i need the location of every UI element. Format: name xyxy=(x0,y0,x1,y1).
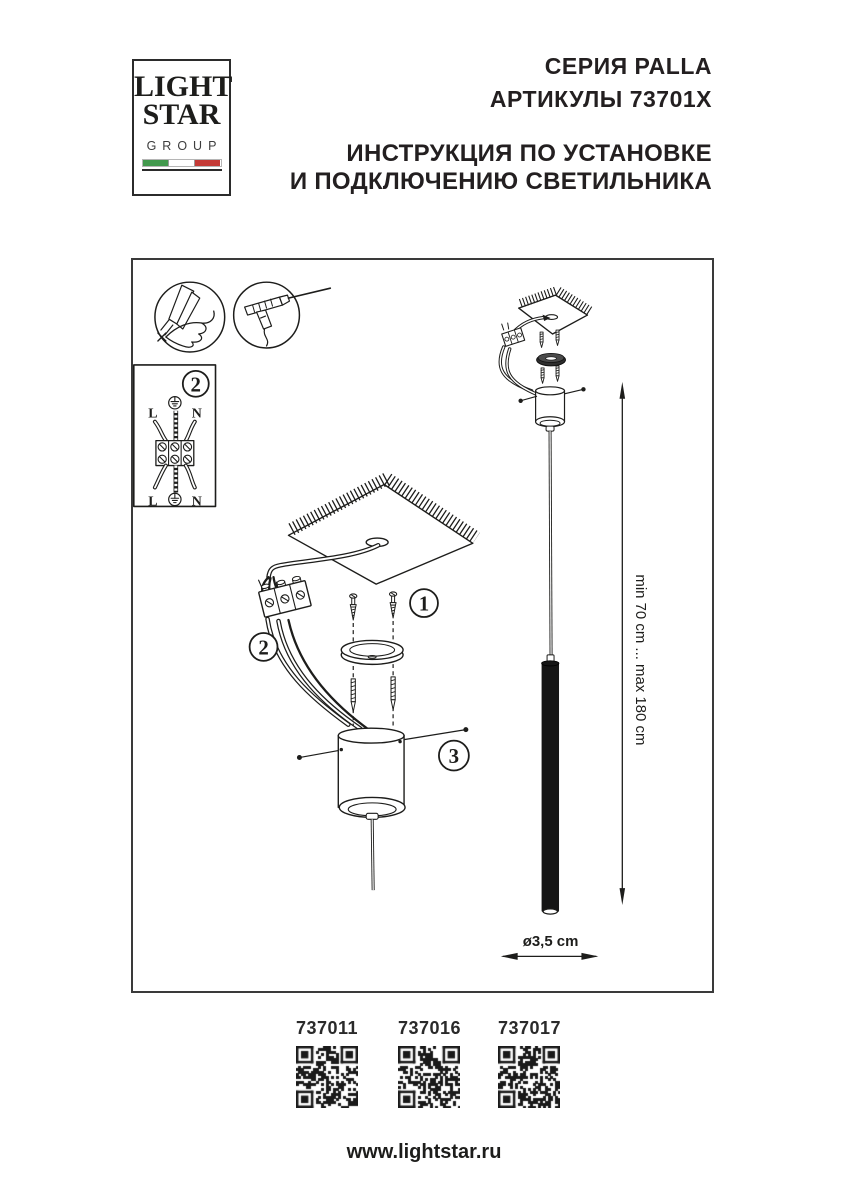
wiring-diagram xyxy=(134,365,216,510)
mounting-ring xyxy=(341,640,403,664)
wiring-step-number: 2 xyxy=(190,372,202,397)
wall-anchor-left xyxy=(350,594,357,620)
neutral-label-top: N xyxy=(191,406,202,422)
height-dimension xyxy=(620,382,649,905)
header xyxy=(290,50,712,196)
article-number-3: 737017 xyxy=(498,1018,562,1038)
exploded-assembly xyxy=(250,479,477,891)
lightstar-logo xyxy=(132,59,231,196)
wire-stripper-icon xyxy=(155,282,225,352)
qr-code xyxy=(296,1046,358,1108)
qr-item-3 xyxy=(498,1018,560,1108)
article-number-1: 737011 xyxy=(296,1018,359,1038)
logo-underline xyxy=(142,169,222,171)
drill-icon xyxy=(234,282,331,348)
flag-green xyxy=(143,160,168,166)
qr-item-2 xyxy=(398,1018,460,1108)
step-3-number: 3 xyxy=(448,744,460,769)
canopy xyxy=(338,728,405,890)
article-number-2: 737016 xyxy=(398,1018,462,1038)
earth-symbol-top xyxy=(169,397,181,409)
earth-symbol-bottom xyxy=(169,493,181,505)
flag-red xyxy=(195,160,220,166)
step-1-number: 1 xyxy=(418,591,430,616)
italian-flag-icon xyxy=(142,159,222,167)
wall-anchor-right xyxy=(390,592,397,618)
neutral-label-bottom: N xyxy=(191,494,202,510)
series-title: СЕРИЯ PALLA xyxy=(544,53,712,79)
tube-lens xyxy=(543,909,557,914)
assembled-view xyxy=(500,290,649,959)
qr-code xyxy=(498,1046,560,1108)
flag-white xyxy=(168,160,195,166)
screw-right xyxy=(391,677,395,710)
mounting-ring-small xyxy=(537,353,566,366)
screw-small-right xyxy=(556,330,559,345)
website-url: www.lightstar.ru xyxy=(346,1141,502,1163)
logo-word-group: GROUP xyxy=(146,139,223,153)
instruction-title-line2: И ПОДКЛЮЧЕНИЮ СВЕТИЛЬНИКА xyxy=(289,168,712,195)
instruction-title-line1: ИНСТРУКЦИЯ ПО УСТАНОВКЕ xyxy=(346,140,712,167)
diameter-label: ø3,5 cm xyxy=(522,932,579,950)
screw-left xyxy=(351,679,355,712)
step-2-number: 2 xyxy=(258,635,269,660)
live-label-bottom: L xyxy=(148,494,158,510)
wiring-terminal-block xyxy=(156,441,194,466)
diagram-frame xyxy=(131,258,714,993)
logo-word-star: STAR xyxy=(142,98,221,131)
qr-item-1 xyxy=(296,1018,358,1108)
height-range-label: min 70 cm ... max 180 cm xyxy=(631,574,649,746)
screw-small-left2 xyxy=(541,368,544,383)
diameter-dimension xyxy=(501,933,599,960)
canopy-small xyxy=(536,387,565,431)
screw-small-left xyxy=(540,332,543,347)
articles-title: АРТИКУЛЫ 73701X xyxy=(489,86,712,112)
ceiling-panel xyxy=(288,484,472,584)
logo-word-light: LIGHT xyxy=(134,70,233,103)
installation-diagram xyxy=(133,260,712,991)
terminal-block-small xyxy=(502,328,525,346)
qr-code xyxy=(398,1046,460,1108)
screw-small-right2 xyxy=(556,366,559,381)
live-label-top: L xyxy=(148,406,158,422)
pendant-tube xyxy=(542,661,559,914)
